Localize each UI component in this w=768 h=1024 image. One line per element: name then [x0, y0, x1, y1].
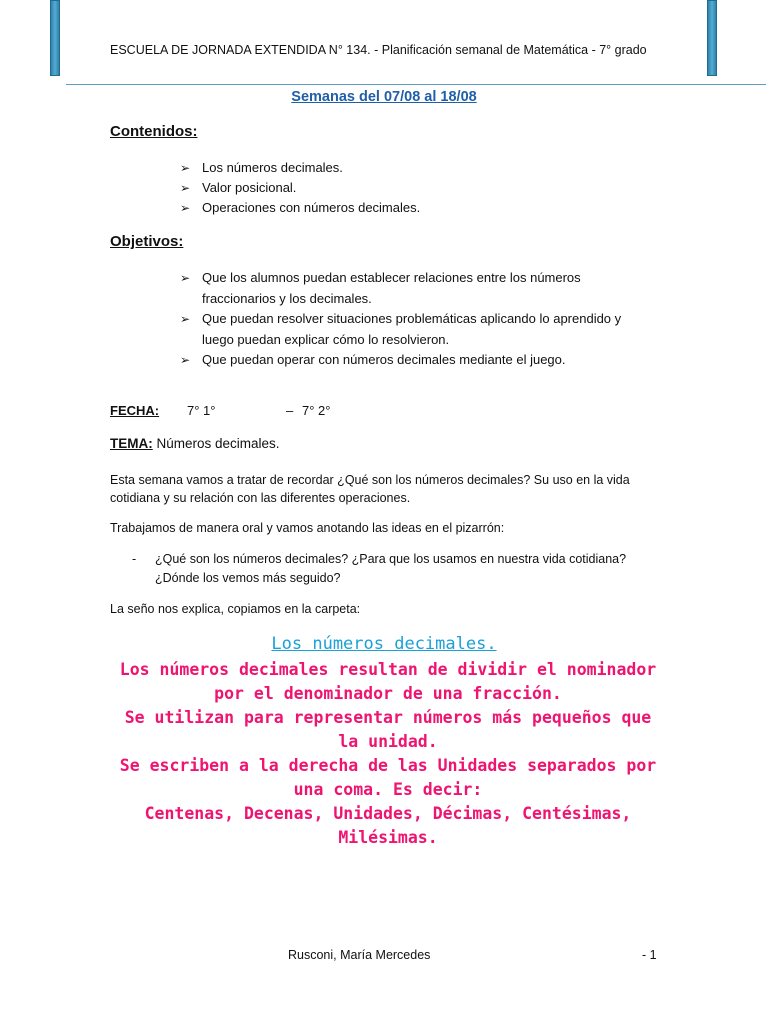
objetivos-list	[180, 268, 655, 371]
lesson-line: Centenas, Decenas, Unidades, Décimas, Centésimas, Milésimas.	[144, 804, 632, 847]
objetivos-heading: Objetivos:	[110, 233, 184, 250]
footer-page-number: - 1	[642, 948, 657, 962]
lesson-body	[110, 658, 666, 850]
intro-paragraph: Esta semana vamos a tratar de recordar ¿Qué son los números decimales? Su uso en la vida cotidiana y su relación con las diferentes operaciones.	[110, 473, 630, 505]
week-title: Semanas del 07/08 al 18/08	[291, 89, 477, 105]
oral-paragraph: Trabajamos de manera oral y vamos anotando las ideas en el pizarrón:	[110, 521, 505, 535]
header-divider	[66, 84, 766, 85]
lesson-title: Los números decimales.	[271, 634, 497, 654]
arrowhead-bullet-icon: ➢	[180, 353, 191, 367]
arrowhead-bullet-icon: ➢	[180, 181, 191, 195]
arrowhead-bullet-icon: ➢	[180, 161, 191, 175]
list-item: ➢ Operaciones con números decimales.	[180, 198, 420, 218]
lesson-line: Se escriben a la derecha de las Unidades separados por una coma. Es decir:	[119, 756, 657, 799]
header-decoration-bar-left	[50, 0, 60, 76]
contenidos-list	[180, 158, 420, 218]
list-item: ➢ Que puedan resolver situaciones problemáticas aplicando lo aprendido y luego puedan explicar cómo lo resolvieron.	[180, 311, 622, 347]
fecha-separator: –	[286, 403, 294, 418]
arrowhead-bullet-icon: ➢	[180, 312, 191, 326]
list-item: ➢ Que puedan operar con números decimales mediante el juego.	[180, 350, 655, 371]
list-item: ➢ Los números decimales.	[180, 158, 420, 178]
tema-value: Números decimales.	[156, 436, 280, 451]
header-decoration-bar-right	[707, 0, 717, 76]
fecha-grade-1: 7° 1°	[187, 403, 216, 418]
fecha-grade-2: 7° 2°	[302, 403, 331, 418]
list-item: ➢ Que los alumnos puedan establecer relaciones entre los números fraccionarios y los decimales.	[180, 270, 581, 306]
footer-author: Rusconi, María Mercedes	[288, 948, 431, 962]
document-header: ESCUELA DE JORNADA EXTENDIDA N° 134. - Planificación semanal de Matemática - 7° grado	[110, 43, 647, 57]
arrowhead-bullet-icon: ➢	[180, 271, 191, 285]
explains-paragraph: La seño nos explica, copiamos en la carpeta:	[110, 602, 361, 616]
lesson-line: Se utilizan para representar números más pequeños que la unidad.	[124, 708, 652, 751]
question-text: ¿Qué son los números decimales? ¿Para que los usamos en nuestra vida cotidiana? ¿Dónde los vemos más seguido?	[155, 552, 627, 585]
dash-bullet: -	[132, 552, 137, 566]
lesson-line: Los números decimales resultan de dividir el nominador por el denominador de una fracción.	[119, 660, 657, 703]
arrowhead-bullet-icon: ➢	[180, 201, 191, 215]
tema-row	[110, 436, 280, 451]
list-item: ➢ Valor posicional.	[180, 178, 420, 198]
tema-label: TEMA:	[110, 436, 153, 451]
contenidos-heading: Contenidos:	[110, 123, 198, 140]
fecha-label: FECHA:	[110, 403, 160, 418]
